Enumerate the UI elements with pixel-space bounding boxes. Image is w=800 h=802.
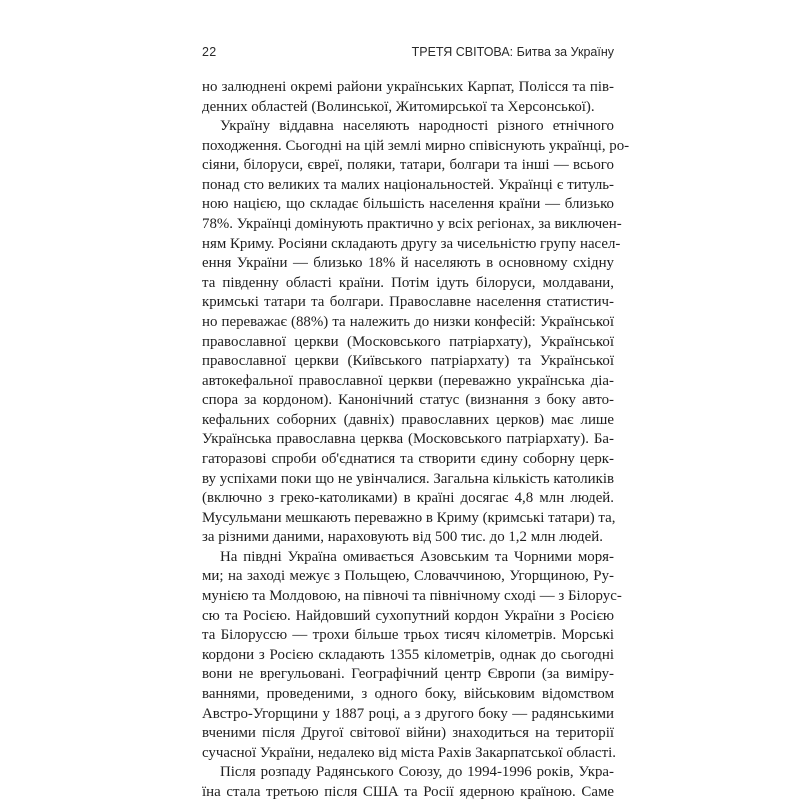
text-line: денних областей (Волинської, Житомирської та Херсонської). [202,98,595,115]
text-line: 78%. Українці домінують практично у всіх регіонах, за виключен- [202,216,622,233]
text-line: Австро-Угорщини у 1887 році, а з другого боку — радянськими [202,705,614,722]
text-line: но переважає (88%) та належить до низки конфесій: Української [202,313,614,330]
text-line: православної церкви (Київського патріархату) та Української [202,353,614,370]
text-line: вченими після Другої світової війни) знаходиться на території [202,725,614,742]
text-line: православної церкви (Московського патріархату), Української [202,333,614,350]
text-line: сіяни, білоруси, євреї, поляки, татари, болгари та інші — всього [202,157,614,174]
text-line: Після розпаду Радянського Союзу, до 1994-1996 років, Укра- [220,764,614,781]
body-text [202,78,630,802]
text-line: (включно з греко-католиками) в країні досягає 4,8 млн людей. [202,490,614,507]
text-line: мунією та Молдовою, на півночі та північному сході — з Білорус- [202,588,622,605]
text-line: ною нацією, що складає більшість населення країни — близько [202,196,614,213]
text-line: вони не врегульовані. Географічний центр Європи (за виміру- [202,666,614,683]
text-line: ву успіхами поки що не увінчалися. Загальна кількість католиків [202,470,614,487]
text-line: ення України — близько 18% й населяють в основному східну [202,255,614,272]
text-line: кордони з Росією складають 1355 кілометрів, однак до сьогодні [202,646,614,663]
text-line: кримські татари та болгари. Православне населення статистич- [202,294,614,311]
text-line: ням Криму. Росіяни складають другу за чисельністю групу насел- [202,235,621,252]
text-line: но залюднені окремі райони українських Карпат, Полісся та пів- [202,79,614,95]
page-header [202,45,614,61]
text-line: їна стала третьою після США та Росії ядерною країною. Саме [202,783,614,800]
text-line: На півдні Україна омивається Азовським та Чорними моря- [220,548,614,565]
text-line: кефальних соборних (давніх) православних церков) має лише [202,411,614,428]
text-line: ми; на заході межує з Польщею, Словаччиною, Угорщиною, Ру- [202,568,614,585]
text-line: та південну області країни. Потім ідуть білоруси, молдавани, [202,274,614,291]
text-line: Українська православна церква (Московського патріархату). Ба- [202,431,614,448]
text-line: за різними даними, нараховують від 500 тис. до 1,2 млн людей. [202,529,603,546]
text-line: гаторазові спроби об'єднатися та створити єдину соборну церк- [202,450,614,467]
running-title: ТРЕТЯ СВІТОВА: Битва за Україну [411,45,614,59]
page-number: 22 [202,45,217,59]
text-line: понад сто великих та малих національностей. Українці є титуль- [202,176,614,193]
text-line: Мусульмани мешкають переважно в Криму (кримські татари) та, [202,509,616,526]
text-line: спора за кордоном). Канонічний статус (визнання з боку авто- [202,392,614,409]
text-line: та Білоруссю — трохи більше трьох тисяч кілометрів. Морські [202,627,614,644]
text-line: Україну віддавна населяють народності різного етнічного [220,118,614,135]
text-line: ваннями, проведеними, з одного боку, військовим відомством [202,685,614,702]
text-line: сучасної України, недалеко від міста Рахів Закарпатської області. [202,744,617,761]
text-line: автокефальної православної церкви (переважно українська діа- [202,372,614,389]
text-line: сю та Росією. Найдовший сухопутний кордон України з Росією [202,607,614,624]
text-line: походження. Сьогодні на цій землі мирно співіснують українці, ро- [202,137,630,154]
